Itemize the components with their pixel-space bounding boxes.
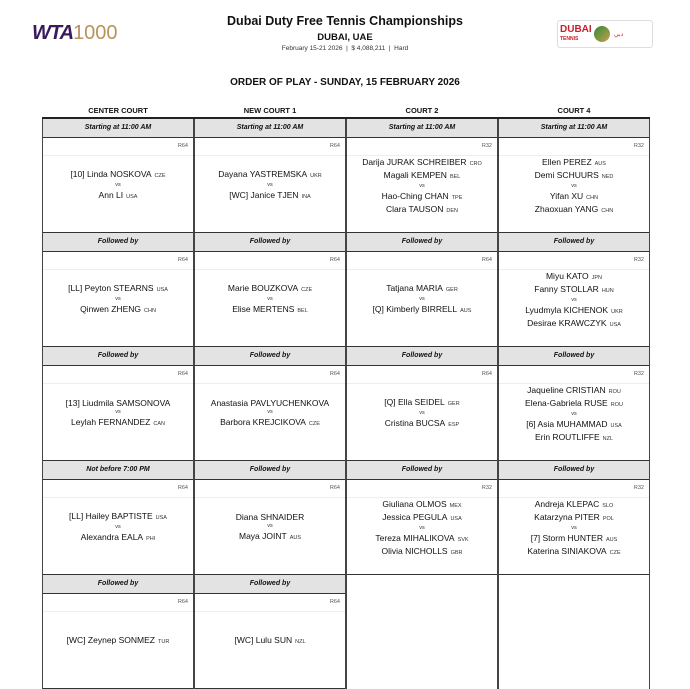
vs-label: vs [115, 524, 121, 530]
round-label: R64 [329, 257, 340, 263]
match-players [43, 385, 193, 456]
match-players [499, 155, 649, 228]
match-cell [347, 138, 497, 233]
player-full-name: Qinwen ZHENG [80, 304, 141, 314]
player-country: AUS [594, 161, 606, 167]
player-name [525, 398, 623, 411]
player-full-name: Tatjana MARIA [386, 282, 443, 293]
player-full-name: Fanny STOLLAR [534, 283, 599, 294]
player-name [373, 304, 472, 317]
match-players [347, 385, 497, 456]
player-full-name: Dayana YASTREMSKA [218, 168, 308, 179]
player-country: JPN [591, 275, 603, 281]
player-country: SVK [457, 537, 469, 543]
player-name [384, 397, 459, 410]
player-name [220, 417, 320, 430]
player-full-name: Olivia NICHOLLS [381, 545, 448, 556]
player-country: TPE [451, 195, 463, 201]
match-cell [195, 366, 345, 461]
player-full-name: Darija JURAK SCHREIBER [362, 157, 467, 167]
player-name [232, 304, 308, 317]
slot-time-header: Followed by [499, 461, 649, 480]
player-country: ESP [448, 422, 460, 428]
vs-label: vs [419, 525, 425, 531]
schedule-grid [42, 117, 650, 646]
player-country: UKR [611, 309, 623, 315]
round-label: R32 [633, 371, 644, 377]
player-full-name: Ann LI [98, 190, 124, 200]
player-name [527, 385, 621, 398]
match-slot [42, 233, 194, 347]
player-full-name: Magali KEMPEN [383, 169, 447, 180]
player-full-name: Marie BOUZKOVA [227, 282, 299, 293]
vs-label: vs [267, 409, 273, 415]
vs-label: vs [267, 523, 273, 529]
slot-time-header: Followed by [195, 347, 345, 366]
round-label: R64 [177, 371, 188, 377]
match-slot [194, 461, 346, 575]
slot-time-header: Not before 7:00 PM [43, 461, 193, 480]
match-cell [347, 480, 497, 575]
match-slot [194, 575, 346, 689]
player-country: HUN [601, 287, 614, 294]
player-full-name: Giuliana OLMOS [382, 499, 447, 509]
round-label: R32 [633, 485, 644, 491]
player-name [384, 170, 461, 183]
player-name [81, 532, 156, 545]
round-label: R64 [329, 371, 340, 377]
match-players [347, 497, 497, 570]
divider [43, 269, 193, 270]
player-name [527, 318, 621, 331]
slot-time-header: Followed by [347, 233, 497, 252]
player-name [234, 635, 305, 648]
player-name [229, 190, 310, 203]
player-country: USA [450, 515, 462, 522]
match-slot [346, 119, 498, 233]
match-players [499, 269, 649, 342]
round-label: R32 [481, 143, 492, 149]
match-slot [194, 347, 346, 461]
round-label: R64 [481, 257, 492, 263]
vs-label: vs [571, 525, 577, 531]
player-country: CHN [144, 308, 156, 314]
player-name [239, 531, 301, 544]
player-country: CHN [586, 195, 599, 201]
player-country: CZE [308, 421, 320, 427]
slot-time-header: Starting at 11:00 AM [499, 119, 649, 138]
slot-time-header: Starting at 11:00 AM [195, 119, 345, 138]
player-full-name: [LL] Hailey BAPTISTE [69, 510, 153, 521]
player-name [236, 512, 305, 523]
player-full-name: [7] Storm HUNTER [530, 533, 603, 543]
player-country: GBR [450, 549, 463, 556]
slot-time-header: Followed by [347, 347, 497, 366]
match-slot [42, 575, 194, 689]
player-full-name: Miyu KATO [545, 271, 589, 281]
player-name [211, 398, 329, 409]
slot-time-header: Starting at 11:00 AM [43, 119, 193, 138]
player-name [67, 635, 170, 648]
slot-time-header: Starting at 11:00 AM [347, 119, 497, 138]
player-full-name: [13] Liudmila SAMSONOVA [65, 397, 171, 408]
match-slot [346, 461, 498, 575]
player-full-name: Alexandra EALA [80, 532, 144, 542]
player-name [535, 170, 614, 183]
match-players [195, 157, 345, 228]
match-players [195, 271, 345, 342]
order-of-play-title: ORDER OF PLAY - SUNDAY, 15 FEBRUARY 2026 [230, 77, 460, 88]
match-slot [42, 461, 194, 575]
player-name [71, 417, 165, 430]
player-country: AUS [605, 537, 618, 543]
player-full-name: Clara TAUSON [386, 203, 444, 214]
player-full-name: Maya JOINT [238, 531, 287, 541]
match-players [499, 383, 649, 456]
player-full-name: Anastasia PAVLYUCHENKOVA [210, 397, 330, 408]
round-label: R64 [177, 599, 188, 605]
court-name: CENTER COURT [88, 106, 148, 115]
player-country: USA [610, 423, 622, 429]
match-players [347, 155, 497, 228]
match-players [195, 385, 345, 456]
match-players [43, 613, 193, 684]
player-name [550, 191, 598, 204]
match-cell [499, 138, 649, 233]
player-full-name: Erin ROUTLIFFE [534, 431, 600, 442]
match-cell [499, 366, 649, 461]
player-name [69, 511, 167, 524]
slot-time-header: Followed by [43, 347, 193, 366]
vs-label: vs [115, 296, 121, 302]
player-country: PHI [146, 536, 156, 542]
player-full-name: Jessica PEGULA [382, 511, 448, 522]
vs-label: vs [419, 183, 425, 189]
player-country: UKR [310, 172, 322, 179]
player-country: GER [447, 400, 460, 407]
court-name: COURT 2 [405, 106, 439, 115]
player-country: MEX [449, 503, 462, 509]
round-label: R64 [329, 143, 340, 149]
match-players [43, 157, 193, 228]
match-slot [346, 233, 498, 347]
player-country: BEL [449, 173, 461, 180]
player-country: ROU [610, 401, 623, 408]
player-name [218, 169, 322, 182]
tournament-title: Dubai Duty Free Tennis Championships [227, 14, 463, 28]
match-cell [195, 594, 345, 689]
player-name [535, 499, 614, 512]
player-country: NZL [602, 435, 614, 442]
player-country: CZE [609, 549, 621, 556]
slot-time-header: Followed by [195, 233, 345, 252]
match-players [499, 497, 649, 570]
player-full-name: Lyudmyla KICHENOK [525, 305, 609, 315]
player-name [382, 499, 461, 512]
slot-time-header: Followed by [195, 575, 345, 594]
player-name [386, 204, 458, 217]
player-full-name: [WC] Lulu SUN [234, 635, 293, 646]
player-full-name: Leylah FERNANDEZ [71, 417, 151, 427]
player-full-name: Hao-Ching CHAN [381, 191, 449, 201]
slot-time-header: Followed by [195, 461, 345, 480]
player-full-name: Elise MERTENS [232, 304, 295, 314]
match-slot [498, 461, 650, 575]
divider [43, 155, 193, 156]
round-label: R64 [177, 257, 188, 263]
player-full-name: Jaqueline CRISTIAN [527, 385, 606, 395]
empty-slot [498, 575, 650, 689]
player-country: SLO [602, 503, 614, 509]
player-country: CRO [469, 161, 482, 167]
match-players [43, 499, 193, 570]
player-name [534, 284, 614, 297]
player-country: TUR [158, 639, 170, 646]
match-slot [194, 119, 346, 233]
round-label: R64 [329, 485, 340, 491]
divider [195, 155, 345, 156]
player-name [382, 512, 462, 525]
player-name [80, 304, 156, 317]
player-full-name: Yifan XU [549, 191, 584, 201]
match-cell [43, 594, 193, 689]
match-slot [346, 347, 498, 461]
player-name [386, 283, 458, 296]
divider [347, 383, 497, 384]
player-full-name: [6] Asia MUHAMMAD [526, 419, 608, 429]
player-name [382, 191, 463, 204]
player-name [546, 271, 602, 284]
player-name [531, 533, 618, 546]
player-name [525, 305, 622, 318]
player-name [526, 419, 622, 432]
slot-time-header: Followed by [43, 575, 193, 594]
match-players [195, 499, 345, 570]
divider [43, 383, 193, 384]
player-full-name: Desirae KRAWCZYK [527, 317, 607, 328]
match-slot [498, 233, 650, 347]
divider [347, 269, 497, 270]
vs-label: vs [571, 411, 577, 417]
player-name [385, 418, 459, 431]
player-name [228, 283, 312, 296]
match-players [195, 613, 345, 684]
player-name [68, 283, 168, 296]
match-cell [195, 252, 345, 347]
match-players [43, 271, 193, 342]
match-cell [499, 480, 649, 575]
player-country: AUS [460, 308, 472, 314]
divider [195, 497, 345, 498]
vs-label: vs [267, 296, 273, 302]
vs-label: vs [571, 183, 577, 189]
slot-time-header: Followed by [347, 461, 497, 480]
player-name [542, 157, 606, 170]
player-full-name: [10] Linda NOSKOVA [70, 168, 152, 179]
player-country: BEL [297, 308, 308, 314]
round-label: R32 [481, 485, 492, 491]
match-slot [498, 119, 650, 233]
player-full-name: Barbora KREJCIKOVA [220, 417, 306, 427]
match-cell [195, 480, 345, 575]
player-name [66, 398, 171, 409]
round-label: R64 [329, 599, 340, 605]
player-country: USA [126, 194, 138, 200]
player-full-name: Tereza MIHALIKOVA [375, 533, 455, 543]
match-slot [42, 119, 194, 233]
vs-label: vs [267, 182, 273, 188]
vs-label: vs [115, 182, 121, 188]
slot-time-header: Followed by [43, 233, 193, 252]
player-name [534, 512, 614, 525]
match-cell [347, 252, 497, 347]
player-full-name: Cristina BUCSA [384, 418, 446, 428]
player-country: CAN [153, 421, 165, 427]
player-full-name: [WC] Zeynep SONMEZ [66, 635, 155, 646]
player-country: AUS [289, 535, 301, 541]
player-full-name: Elena-Gabriela RUSE [525, 397, 608, 408]
player-full-name: Ellen PEREZ [542, 157, 592, 167]
player-country: GER [445, 286, 458, 293]
player-country: CZE [154, 172, 166, 179]
player-full-name: [LL] Peyton STEARNS [68, 282, 154, 293]
divider [43, 497, 193, 498]
player-country: USA [155, 514, 167, 521]
match-cell [195, 138, 345, 233]
player-name [535, 432, 613, 445]
player-name [375, 533, 468, 546]
player-name [527, 546, 620, 559]
player-full-name: Katarzyna PITER [534, 511, 600, 522]
match-slot [498, 347, 650, 461]
player-country: ROU [608, 389, 621, 395]
player-name [362, 157, 482, 170]
match-cell [43, 480, 193, 575]
player-full-name: Andreja KLEPAC [534, 499, 600, 509]
player-country: CHN [601, 207, 614, 214]
player-full-name: [Q] Kimberly BIRRELL [372, 304, 458, 314]
player-full-name: Diana SHNAIDER [235, 511, 305, 522]
player-full-name: Zhaoxuan YANG [534, 203, 599, 214]
round-label: R64 [481, 371, 492, 377]
match-slot [42, 347, 194, 461]
match-cell [347, 366, 497, 461]
match-cell [43, 366, 193, 461]
vs-label: vs [419, 410, 425, 416]
player-country: USA [609, 321, 621, 328]
match-cell [43, 138, 193, 233]
player-name [99, 190, 138, 203]
player-full-name: [WC] Janice TJEN [229, 190, 299, 200]
player-full-name: Katerina SINIAKOVA [527, 545, 607, 556]
player-country: NZL [295, 639, 306, 646]
round-label: R64 [177, 143, 188, 149]
divider [43, 611, 193, 612]
player-country: INA [301, 194, 311, 200]
vs-label: vs [419, 296, 425, 302]
empty-slot [346, 575, 498, 689]
slot-time-header: Followed by [499, 233, 649, 252]
player-name [381, 546, 462, 559]
court-name: COURT 4 [557, 106, 591, 115]
vs-label: vs [115, 409, 121, 415]
round-label: R64 [177, 485, 188, 491]
player-country: CZE [301, 286, 313, 293]
player-country: NED [601, 173, 614, 180]
wta-1000-logo: WTA1000 [32, 22, 118, 44]
vs-label: vs [571, 297, 577, 303]
slot-time-header: Followed by [499, 347, 649, 366]
match-slot [194, 233, 346, 347]
player-country: DEN [446, 207, 458, 214]
player-country: POL [602, 515, 614, 522]
dubai-tennis-logo: DUBAI TENNIS دبي [557, 20, 653, 48]
divider [195, 269, 345, 270]
court-headers [42, 106, 650, 115]
tournament-info: February 15-21 2026 | $ 4,088,211 | Hard [281, 45, 409, 52]
player-name [535, 204, 613, 217]
match-cell [43, 252, 193, 347]
divider [195, 383, 345, 384]
match-players [347, 271, 497, 342]
player-full-name: [Q] Ella SEIDEL [384, 396, 445, 407]
round-label: R32 [633, 257, 644, 263]
match-cell [499, 252, 649, 347]
divider [195, 611, 345, 612]
tournament-city: DUBAI, UAE [317, 32, 373, 43]
court-name: NEW COURT 1 [243, 106, 297, 115]
player-country: USA [156, 286, 168, 293]
player-name [70, 169, 165, 182]
round-label: R32 [633, 143, 644, 149]
player-full-name: Demi SCHUURS [534, 169, 599, 180]
